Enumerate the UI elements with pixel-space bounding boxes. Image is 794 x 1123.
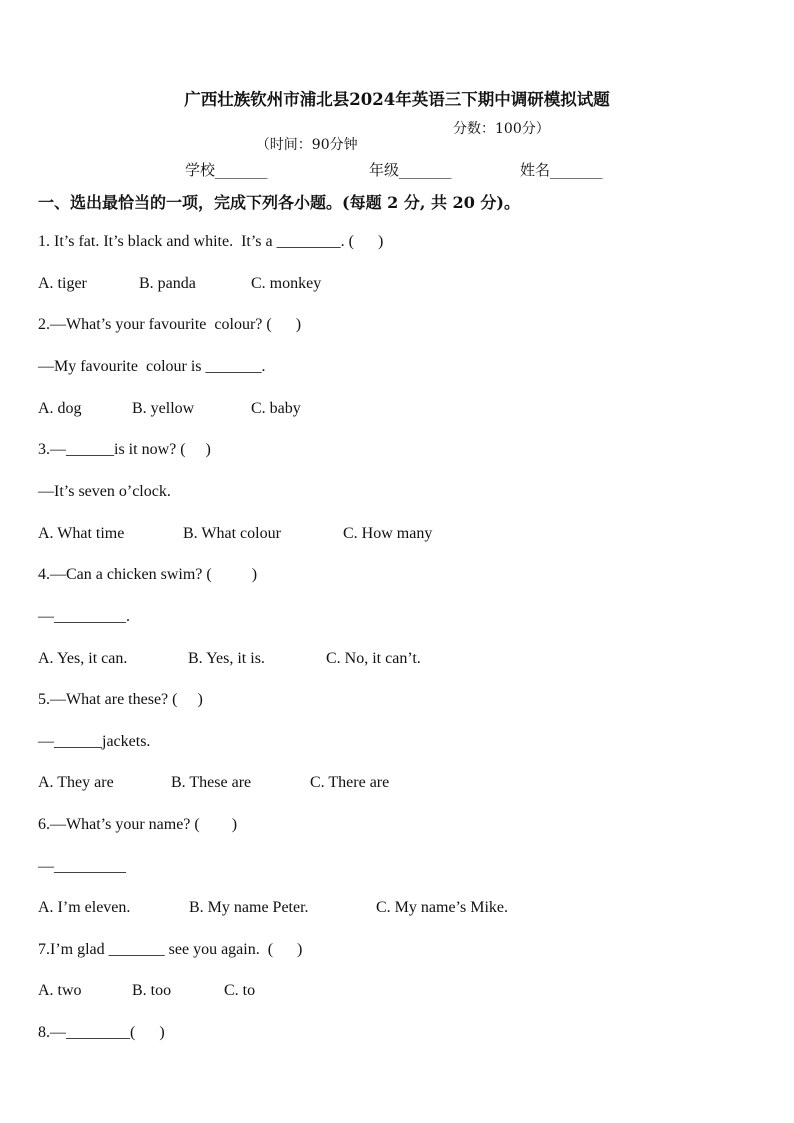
time-info: （时间：90分钟 [255,137,358,153]
question-6-stem: 6.—What’s your name? ( ) [38,816,238,833]
question-2-options [38,400,301,418]
option-a: A. tiger [38,275,87,292]
option-b: B. What colour [183,525,281,542]
question-4-stem: 4.—Can a chicken swim? ( ) [38,566,258,583]
option-b: B. Yes, it is. [188,650,265,667]
exam-title: 广西壮族钦州市浦北县2024年英语三下期中调研模拟试题 [184,90,610,109]
question-7-options [38,982,255,1000]
option-a: A. I’m eleven. [38,899,131,916]
option-b: B. yellow [132,400,195,417]
question-7-stem: 7.I’m glad _______ see you again. ( ) [38,941,303,958]
option-c: C. to [224,982,256,999]
option-b: B. My name Peter. [189,899,309,916]
question-3-stem: 3.—______is it now? ( ) [38,441,211,458]
name-field: 姓名_______ [520,161,603,179]
option-c: C. monkey [251,275,322,292]
question-1-options [38,275,321,293]
grade-field: 年级_______ [369,161,452,179]
question-6-answer-line: —_________ [38,858,126,875]
option-b: B. These are [171,774,252,791]
option-b: B. too [132,982,172,999]
option-a: A. They are [38,774,114,791]
question-5-options [38,774,389,792]
question-4-answer-line: —_________. [38,608,130,625]
option-c: C. There are [310,774,390,791]
question-4-options [38,650,421,668]
question-8-stem: 8.—________( ) [38,1024,165,1041]
question-1-stem: 1. It’s fat. It’s black and white. It’s a ________. ( ) [38,233,384,250]
question-2-stem: 2.—What’s your favourite colour? ( ) [38,316,302,333]
question-2-answer-line: —My favourite colour is _______. [38,358,266,375]
option-b: B. panda [139,275,196,292]
score-info: 分数：100分） [453,121,550,137]
option-a: A. Yes, it can. [38,650,128,667]
question-3-answer-line: —It’s seven o’clock. [38,483,171,500]
section-1-title: 一、选出最恰当的一项，完成下列各小题。(每题 2 分, 共 20 分)。 [38,193,520,212]
option-a: A. dog [38,400,82,417]
option-a: A. What time [38,525,125,542]
option-c: C. No, it can’t. [326,650,421,667]
question-3-options [38,525,432,543]
question-6-options [38,899,508,917]
option-c: C. How many [343,525,433,542]
option-c: C. My name’s Mike. [376,899,508,916]
option-a: A. two [38,982,82,999]
school-field: 学校_______ [185,161,268,179]
question-5-answer-line: —______jackets. [38,733,151,750]
question-5-stem: 5.—What are these? ( ) [38,691,203,708]
option-c: C. baby [251,400,301,417]
